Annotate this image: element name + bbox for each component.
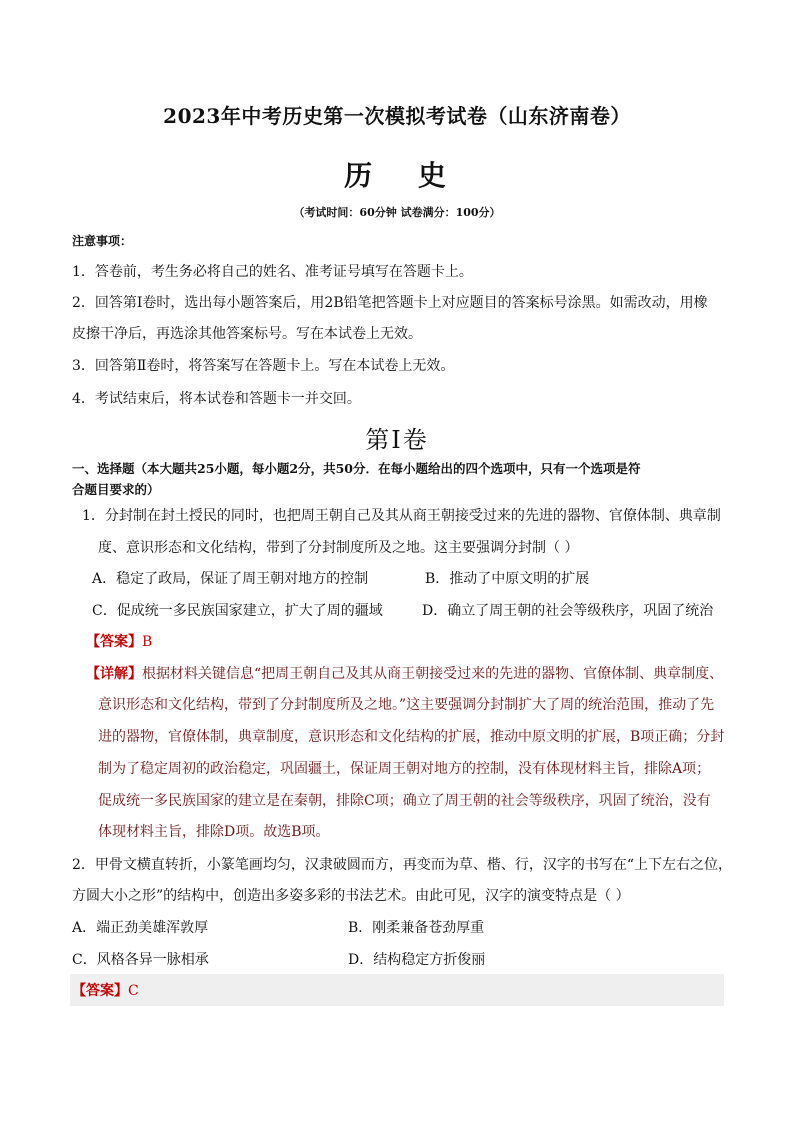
- notice-item: 皮擦干净后，再选涂其他答案标号。写在本试卷上无效。: [72, 326, 422, 342]
- question-1-answer: [86, 632, 152, 652]
- section-heading-line1: 一、选择题（本大题共25小题，每小题2分，共50分．在每小题给出的四个选项中，只有一个选项是符: [72, 461, 641, 476]
- question-1-stem: 1．分封制在封土授民的同时，也把周王朝自己及其从商王朝接受过来的先进的器物、官僚体制、典章制: [82, 508, 721, 524]
- detail-line: 体现材料主旨，排除D项。故选B项。: [98, 824, 330, 840]
- notice-item: 3．回答第Ⅱ卷时，将答案写在答题卡上。写在本试卷上无效。: [72, 358, 455, 374]
- detail-line: 制为了稳定周初的政治稳定，巩固疆土，保证周王朝对地方的控制，没有体现材料主旨，排除A项；: [98, 761, 711, 777]
- detail-line: 促成统一多民族国家的建立是在秦朝，排除C项；确立了周王朝的社会等级秩序，巩固了统治，没有: [98, 793, 711, 809]
- detail-tag: 【详解】: [86, 666, 142, 682]
- question-1-stem-cont: 度、意识形态和文化结构，带到了分封制度所及之地。这主要强调分封制（ ）: [98, 540, 579, 556]
- subject-heading: 历 史: [344, 159, 464, 192]
- notice-heading: 注意事项：: [72, 234, 133, 248]
- detail-line: 进的器物，官僚体制，典章制度，意识形态和文化结构的扩展，推动中原文明的扩展，B项正确；分封: [98, 729, 725, 745]
- notice-item: 1．答卷前，考生务必将自己的姓名、准考证号填写在答题卡上。: [72, 264, 473, 280]
- question-2-stem-cont: 方圆大小之形”的结构中，创造出多姿多彩的书法艺术。由此可见，汉字的演变特点是（ ）: [72, 888, 630, 904]
- question-1-option-d: D．确立了周王朝的社会等级秩序，巩固了统治: [422, 603, 714, 619]
- answer-highlight-band: [70, 974, 724, 1006]
- exam-info: （考试时间：60分钟 试卷满分：100分）: [293, 206, 501, 219]
- answer-value: C: [128, 983, 139, 999]
- volume-title: 第Ⅰ卷: [365, 426, 429, 454]
- answer-tag: 【答案】: [72, 983, 128, 999]
- detail-line: 根据材料关键信息“把周王朝自己及其从商王朝接受过来的先进的器物、官僚体制、典章制度、: [142, 666, 724, 682]
- exam-title: 2023年中考历史第一次模拟考试卷（山东济南卷）: [163, 104, 631, 128]
- detail-line: 意识形态和文化结构，带到了分封制度所及之地。”这主要强调分封制扩大了周的统治范围，推动了先: [98, 697, 715, 713]
- question-2-option-d: D．结构稳定方折俊丽: [348, 952, 486, 968]
- question-1-option-b: B．推动了中原文明的扩展: [425, 571, 590, 587]
- question-2-answer: [72, 981, 139, 1001]
- question-2-option-b: B．刚柔兼备苍劲厚重: [348, 920, 485, 936]
- question-2-option-c: C．风格各异一脉相承: [72, 952, 209, 968]
- question-1-option-c: C．促成统一多民族国家建立，扩大了周的疆域: [92, 603, 383, 619]
- notice-item: 2．回答第Ⅰ卷时，选出每小题答案后，用2B铅笔把答题卡上对应题目的答案标号涂黑。如需改动，用橡: [72, 295, 708, 311]
- question-2-stem: 2．甲骨文横直转折，小篆笔画均匀，汉隶破圆而方，再变而为草、楷、行，汉字的书写在“上下左右之位，: [72, 857, 733, 873]
- question-1-detail: [86, 664, 723, 684]
- notice-item: 4．考试结束后，将本试卷和答题卡一并交回。: [72, 391, 361, 407]
- answer-value: B: [142, 634, 153, 650]
- question-1-option-a: A．稳定了政局，保证了周王朝对地方的控制: [92, 571, 369, 587]
- section-heading-line2: 合题目要求的）: [72, 482, 160, 497]
- question-2-option-a: A．端正劲美雄浑敦厚: [72, 920, 209, 936]
- answer-tag: 【答案】: [86, 634, 142, 650]
